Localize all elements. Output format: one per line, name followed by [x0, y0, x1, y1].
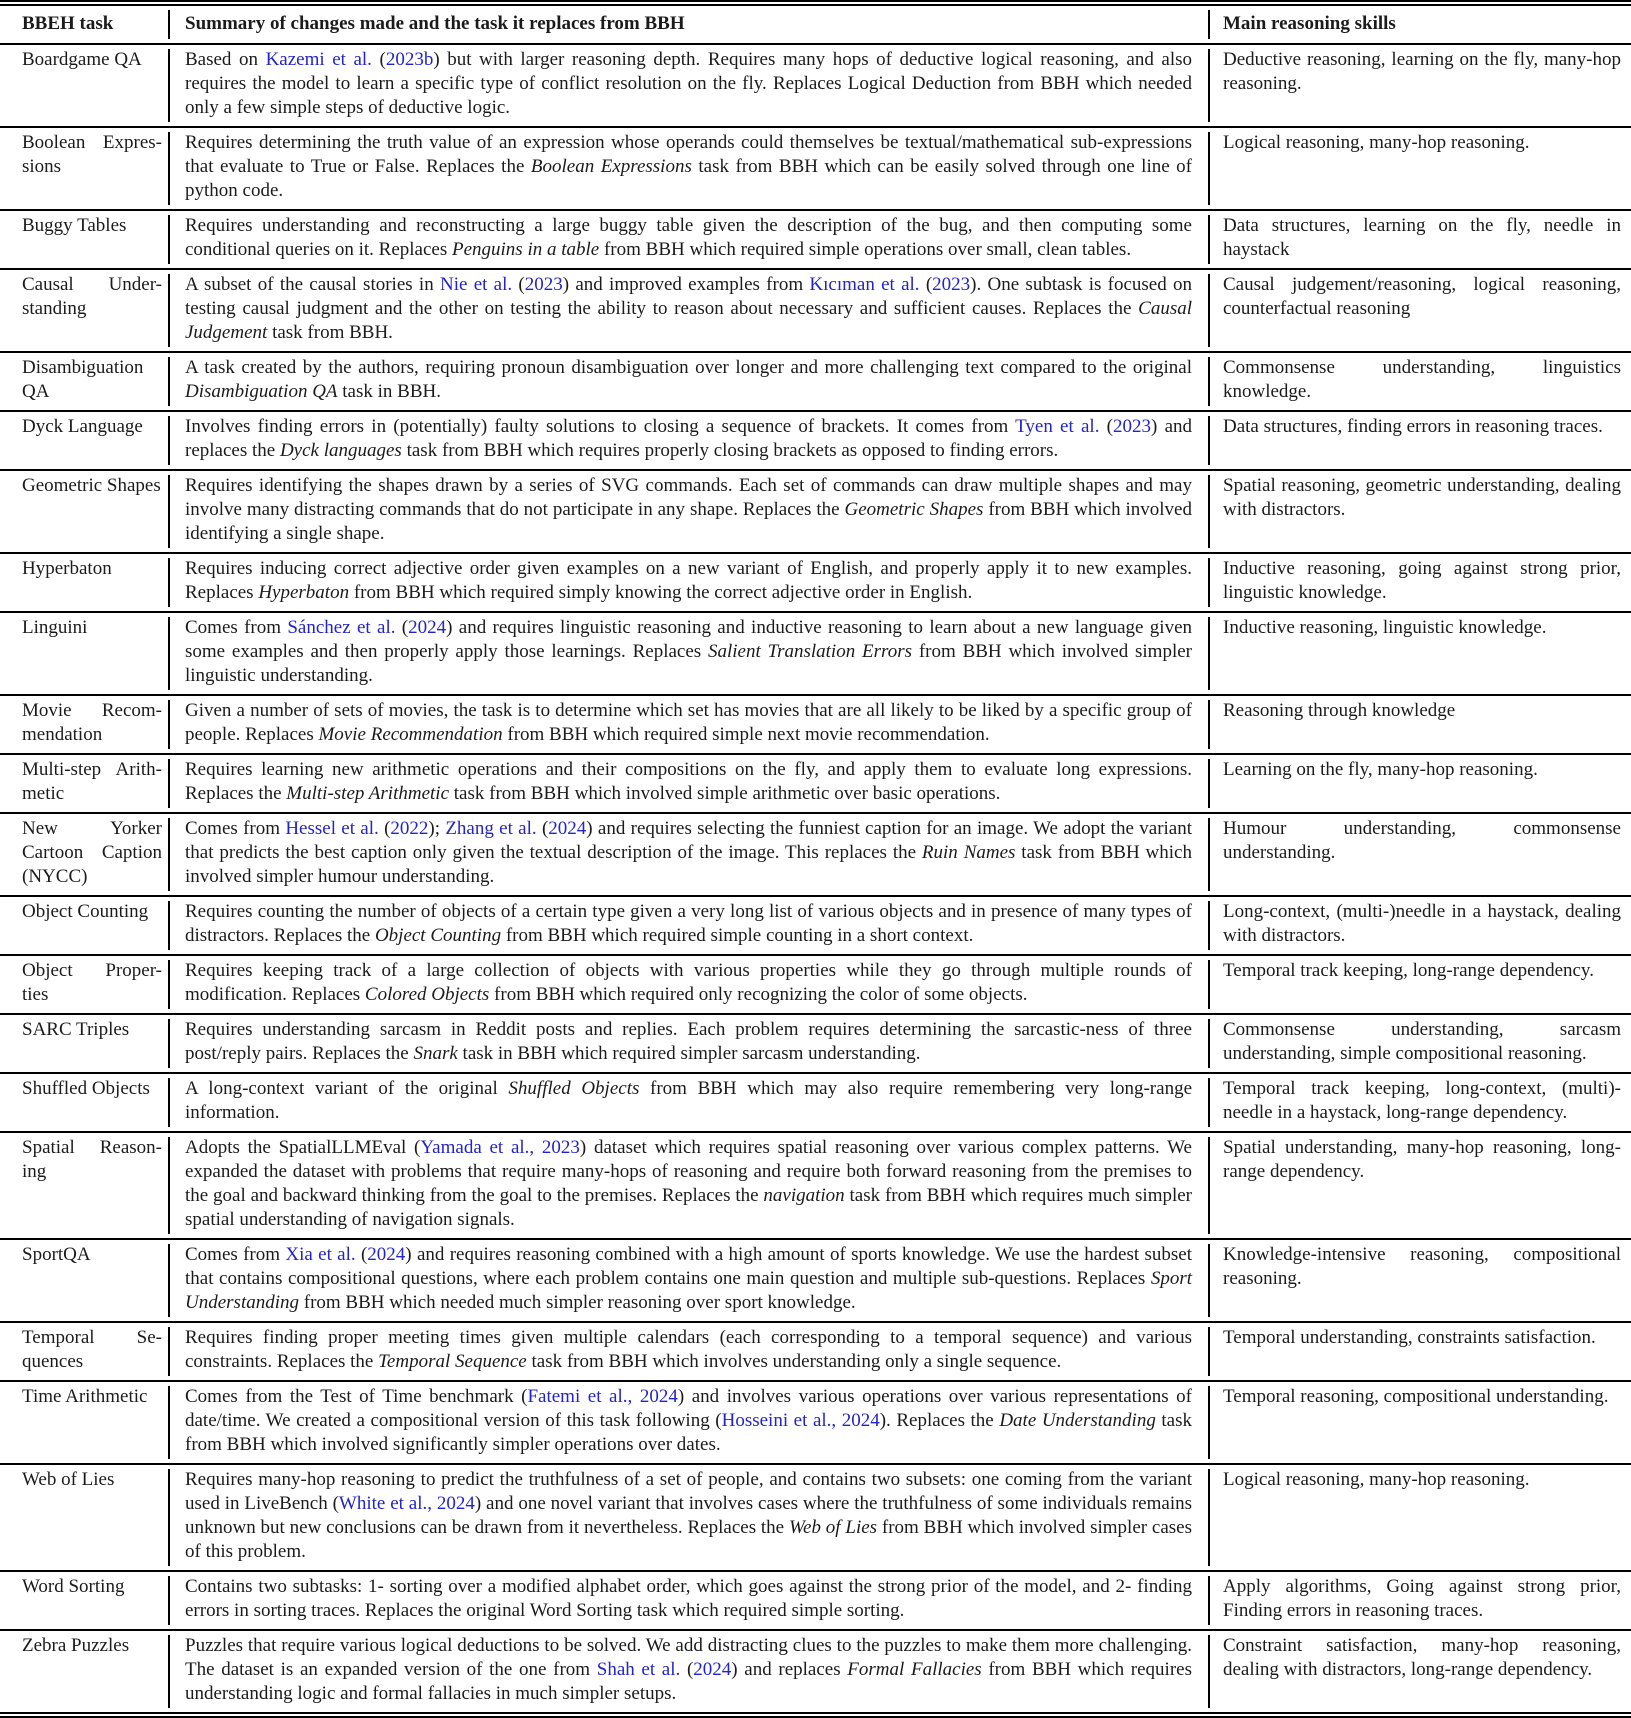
citation-link[interactable]: Fatemi et al., 2024: [527, 1386, 678, 1407]
citation-link[interactable]: Tyen et al.: [1015, 416, 1100, 437]
replaced-task-name: Web of Lies: [788, 1517, 878, 1538]
table-row: [0, 1630, 1631, 1715]
table-row: [0, 411, 1631, 470]
summary-text: ) and requires selecting the funniest caption for an image. We adopt the variant that predicts the best caption only given the textual description of the image. This replaces the: [185, 818, 1193, 863]
summary-text: Requires understanding sarcasm in Reddit posts and replies. Each problem requires determining the sarcastic-ness of three post/reply pairs. Replaces the: [185, 1019, 1192, 1064]
summary-text: Involves finding errors in (potentially) faulty solutions to closing a sequence of brackets. It comes from: [185, 416, 1016, 437]
summary-text: (: [395, 617, 409, 638]
summary-cell: [168, 1014, 1208, 1073]
table-row: [0, 1073, 1631, 1132]
replaced-task-name: Geometric Shapes: [844, 499, 984, 520]
table-row: [0, 470, 1631, 553]
citation-link[interactable]: Kıcıman et al.: [809, 274, 920, 295]
summary-text: Requires counting the number of objects of a certain type given a very long list of various objects and in presence of many types of distractors. Replaces the: [185, 901, 1192, 946]
summary-text: ) and requires reasoning combined with a high amount of sports knowledge. We use the hardest subset that contains compositional questions, where each problem contains one main question and multiple sub-questions. Replaces: [185, 1244, 1192, 1289]
summary-text: (: [512, 274, 525, 295]
summary-cell: [168, 1464, 1208, 1571]
citation-link[interactable]: Yamada et al., 2023: [420, 1137, 580, 1158]
summary-text: ) but with larger reasoning depth. Requires many hops of deductive logical reasoning, and also requires the model to learn a specific type of conflict resolution on the fly. Replaces Logical Deduction from BBH which needed only a few simple steps of deductive logic.: [185, 49, 1193, 118]
summary-cell: [168, 210, 1208, 269]
replaced-task-name: Hyperbaton: [258, 582, 350, 603]
skills-cell: Temporal reasoning, compositional understanding.: [1208, 1381, 1631, 1464]
task-name-cell: Boardgame QA: [22, 49, 142, 70]
replaced-task-name: Shuffled Objects: [508, 1078, 640, 1099]
table-row: [0, 813, 1631, 896]
task-name-cell: Time Arithmetic: [0, 1381, 168, 1464]
summary-cell: [168, 269, 1208, 352]
summary-text: from BBH which required simple operations over small, clean tables.: [599, 239, 1132, 260]
summary-text: A long-context variant of the original: [185, 1078, 509, 1099]
replaced-task-name: Ruin Names: [921, 842, 1016, 863]
summary-cell: [168, 955, 1208, 1014]
summary-text: ) and requires linguistic reasoning and inductive reasoning to learn about a new language given some examples and then properly apply those learnings. Replaces: [185, 617, 1193, 662]
table-row: [0, 127, 1631, 210]
table-row: [0, 269, 1631, 352]
citation-link[interactable]: 2023: [932, 274, 971, 295]
summary-text: (: [536, 818, 549, 839]
citation-link[interactable]: Hessel et al.: [285, 818, 379, 839]
summary-cell: [168, 612, 1208, 695]
summary-text: Requires inducing correct adjective order given examples on a new variant of English, and properly apply it to new examples. Replaces: [185, 558, 1192, 603]
summary-cell: [168, 695, 1208, 754]
task-name-cell: Hyperbaton: [0, 553, 168, 612]
skills-cell: Constraint satisfaction, many-hop reasoning, dealing with distractors, long-range dependency.: [1208, 1630, 1631, 1715]
replaced-task-name: Dyck languages: [279, 440, 402, 461]
citation-link[interactable]: 2023: [1113, 416, 1152, 437]
summary-text: Given a number of sets of movies, the task is to determine which set has movies that are all likely to be liked by a specific group of people. Replaces: [185, 700, 1192, 745]
table-row: [0, 1239, 1631, 1322]
skills-cell: Learning on the fly, many-hop reasoning.: [1208, 754, 1631, 813]
replaced-task-name: Disambiguation QA: [185, 381, 338, 402]
citation-link[interactable]: White et al., 2024: [338, 1493, 475, 1514]
task-name-cell: Geometric Shapes: [0, 470, 168, 553]
task-name-cell: Zebra Puzzles: [0, 1630, 168, 1715]
citation-link[interactable]: Sánchez et al.: [287, 617, 396, 638]
summary-cell: [168, 1073, 1208, 1132]
skills-cell: Temporal understanding, constraints satisfaction.: [1208, 1322, 1631, 1381]
table-row: [0, 955, 1631, 1014]
summary-cell: [168, 1630, 1208, 1715]
citation-link[interactable]: 2023: [524, 274, 563, 295]
summary-text: Comes from: [185, 617, 288, 638]
replaced-task-name: Multi-step Arithmetic: [286, 783, 450, 804]
header-row: [0, 3, 1631, 44]
summary-text: Comes from the Test of Time benchmark (: [185, 1386, 528, 1407]
skills-cell: Data structures, finding errors in reasoning traces.: [1208, 411, 1631, 470]
summary-text: task from BBH which requires properly closing brackets as opposed to finding errors.: [401, 440, 1059, 461]
summary-cell: [168, 411, 1208, 470]
citation-link[interactable]: 2022: [390, 818, 429, 839]
citation-link[interactable]: 2023b: [385, 49, 434, 70]
summary-text: (: [919, 274, 933, 295]
summary-text: (: [378, 818, 391, 839]
skills-cell: Spatial reasoning, geometric understanding, dealing with distractors.: [1208, 470, 1631, 553]
table-row: [0, 210, 1631, 269]
task-name-cell: Object Counting: [0, 896, 168, 955]
header-bbeh-task: BBEH task: [0, 3, 168, 44]
summary-text: Requires learning new arithmetic operations and their compositions on the fly, and apply them to evaluate long expressions. Replaces the: [185, 759, 1192, 804]
summary-text: from BBH which involved identifying a single shape.: [185, 499, 1192, 544]
summary-text: task from BBH which can be easily solved through one line of python code.: [185, 156, 1192, 201]
summary-text: from BBH which requires understanding logic and formal fallacies in much simpler setups.: [185, 1659, 1192, 1704]
table-row: [0, 1381, 1631, 1464]
skills-cell: Apply algorithms, Going against strong prior, Finding errors in reasoning traces.: [1208, 1571, 1631, 1630]
summary-cell: [168, 44, 1208, 127]
summary-text: Contains two subtasks: 1- sorting over a modified alphabet order, which goes against the strong prior of the model, and 2- finding errors in sorting traces. Replaces the original Word Sorting task which required simple sorting.: [185, 1576, 1192, 1621]
task-name-cell: Shuffled Objects: [0, 1073, 168, 1132]
table-row: [0, 1322, 1631, 1381]
skills-cell: Long-context, (multi-)needle in a haystack, dealing with distractors.: [1208, 896, 1631, 955]
replaced-task-name: navigation: [763, 1185, 845, 1206]
table-row: [0, 1014, 1631, 1073]
citation-link[interactable]: Kazemi et al.: [265, 49, 372, 70]
summary-text: ) and involves various operations over various representations of date/time. We created a compositional version of this task following (: [185, 1386, 1192, 1431]
summary-text: Puzzles that require various logical deductions to be solved. We add distracting clues to the puzzles to make them more challenging. The dataset is an expanded version of the one from: [185, 1635, 1192, 1680]
replaced-task-name: Sport Understanding: [185, 1268, 1192, 1313]
task-name-cell: Word Sorting: [0, 1571, 168, 1630]
summary-text: from BBH which needed much simpler reasoning over sport knowledge.: [299, 1292, 856, 1313]
summary-text: ) and improved examples from: [562, 274, 810, 295]
header-skills: Main reasoning skills: [1208, 3, 1631, 44]
summary-text: Requires identifying the shapes drawn by a series of SVG commands. Each set of commands can draw multiple shapes and may involve many distracting commands that do not participate in any shape. Replaces the: [185, 475, 1192, 520]
summary-text: ) and replaces the: [185, 416, 1192, 461]
task-name-cell: New Yorker Cartoon Caption (NYCC): [0, 813, 168, 896]
skills-cell: Logical reasoning, many-hop reasoning.: [1208, 1464, 1631, 1571]
summary-text: (: [355, 1244, 368, 1265]
summary-text: (: [680, 1659, 694, 1680]
summary-cell: [168, 470, 1208, 553]
replaced-task-name: Colored Objects: [364, 984, 490, 1005]
summary-text: from BBH which required only recognizing the color of some objects.: [489, 984, 1028, 1005]
skills-cell: Deductive reasoning, learning on the fly, many-hop reasoning.: [1208, 44, 1631, 127]
citation-link[interactable]: Shah et al.: [596, 1659, 681, 1680]
summary-text: (: [371, 49, 386, 70]
summary-text: from BBH which involved simpler cases of this problem.: [185, 1517, 1192, 1562]
table-row: [0, 612, 1631, 695]
summary-text: Adopts the SpatialLLMEval (: [185, 1137, 421, 1158]
task-name-cell: Boolean Expres- sions: [0, 127, 168, 210]
summary-text: Requires determining the truth value of an expression whose operands could themselves be textual/mathematical sub-expressions that evaluate to True or False. Replaces the: [185, 132, 1192, 177]
replaced-task-name: Snark: [413, 1043, 458, 1064]
skills-cell: Inductive reasoning, going against strong prior, linguistic knowledge.: [1208, 553, 1631, 612]
citation-link[interactable]: Nie et al.: [439, 274, 513, 295]
summary-text: ) dataset which requires spatial reasoning over various complex patterns. We expanded the dataset with problems that require many-hops of reasoning and require both forward reasoning from the premises to the goal and backward thinking from the goal to the premises. Replaces the: [185, 1137, 1192, 1206]
task-name-cell: Temporal Se- quences: [0, 1322, 168, 1381]
summary-text: Requires many-hop reasoning to predict the truthfulness of a set of people, and contains two subsets: one coming from the variant used in LiveBench (: [185, 1469, 1192, 1514]
task-name-cell: Buggy Tables: [0, 210, 168, 269]
header-summary: Summary of changes made and the task it replaces from BBH: [168, 3, 1208, 44]
summary-text: Comes from: [185, 1244, 286, 1265]
summary-text: Requires keeping track of a large collection of objects with various properties while they go through multiple rounds of modification. Replaces: [185, 960, 1192, 1005]
task-name-cell: Multi-step Arith- metic: [0, 754, 168, 813]
summary-cell: [168, 1239, 1208, 1322]
summary-cell: [168, 813, 1208, 896]
table-row: [0, 553, 1631, 612]
summary-cell: [168, 754, 1208, 813]
skills-cell: Spatial understanding, many-hop reasoning, long-range dependency.: [1208, 1132, 1631, 1239]
summary-text: task from BBH which requires much simpler spatial understanding of navigation signals.: [185, 1185, 1193, 1230]
summary-text: Requires understanding and reconstructing a large buggy table given the description of the bug, and then computing some conditional queries on it. Replaces: [185, 215, 1192, 260]
summary-text: from BBH which involved simpler linguistic understanding.: [185, 641, 1192, 686]
summary-text: Based on: [185, 49, 266, 70]
summary-cell: [168, 1132, 1208, 1239]
replaced-task-name: Movie Recommendation: [318, 724, 503, 745]
table-row: [0, 754, 1631, 813]
summary-text: task from BBH which involved simple arithmetic over basic operations.: [449, 783, 1001, 804]
summary-cell: [168, 352, 1208, 411]
summary-cell: [168, 1571, 1208, 1630]
replaced-task-name: Boolean Expressions: [530, 156, 692, 177]
replaced-task-name: Object Counting: [374, 925, 502, 946]
skills-cell: Data structures, learning on the fly, needle in haystack: [1208, 210, 1631, 269]
summary-text: ) and one novel variant that involves cases where the truthfulness of some individuals remains unknown but new conclusions can be drawn from it nevertheless. Replaces the: [185, 1493, 1192, 1538]
skills-cell: Temporal track keeping, long-range dependency.: [1208, 955, 1631, 1014]
summary-text: Comes from: [185, 818, 286, 839]
summary-cell: [168, 1381, 1208, 1464]
replaced-task-name: Formal Fallacies: [847, 1659, 982, 1680]
skills-cell: Reasoning through knowledge: [1208, 695, 1631, 754]
skills-cell: Temporal track keeping, long-context, (multi)-needle in a haystack, long-range dependency.: [1208, 1073, 1631, 1132]
skills-cell: Commonsense understanding, linguistics knowledge.: [1208, 352, 1631, 411]
table-row: [0, 695, 1631, 754]
replaced-task-name: Temporal Sequence: [378, 1351, 527, 1372]
task-name-cell: SARC Triples: [0, 1014, 168, 1073]
table-row: [0, 352, 1631, 411]
table-body: [0, 44, 1631, 1715]
summary-text: from BBH which may also require remembering very long-range information.: [185, 1078, 1193, 1123]
summary-cell: [168, 553, 1208, 612]
citation-link[interactable]: Hosseini et al., 2024: [721, 1410, 880, 1431]
summary-text: (: [1099, 416, 1114, 437]
summary-text: ). One subtask is focused on testing causal judgment and the other on testing the ability to reason about necessary and sufficient causes. Replaces the: [185, 274, 1193, 319]
task-name-cell: SportQA: [0, 1239, 168, 1322]
table-row: [0, 1132, 1631, 1239]
task-name-cell: Movie Recom- mendation: [0, 695, 168, 754]
skills-cell: Knowledge-intensive reasoning, compositional reasoning.: [1208, 1239, 1631, 1322]
skills-cell: Logical reasoning, many-hop reasoning.: [1208, 127, 1631, 210]
summary-cell: [168, 127, 1208, 210]
summary-cell: [168, 1322, 1208, 1381]
citation-link[interactable]: 2024: [548, 818, 587, 839]
table-row: [0, 1464, 1631, 1571]
summary-text: task in BBH which required simpler sarcasm understanding.: [457, 1043, 921, 1064]
citation-link[interactable]: 2024: [408, 617, 447, 638]
summary-text: task from BBH which involved simpler humour understanding.: [185, 842, 1192, 887]
replaced-task-name: Penguins in a table: [451, 239, 600, 260]
summary-text: task from BBH which involves understanding only a single sequence.: [526, 1351, 1062, 1372]
task-name-cell: Disambiguation QA: [0, 352, 168, 411]
task-name-cell: Linguini: [0, 612, 168, 695]
summary-text: from BBH which required simply knowing the correct adjective order in English.: [349, 582, 973, 603]
summary-text: task from BBH.: [267, 322, 393, 343]
summary-text: );: [428, 818, 446, 839]
task-name-cell: Web of Lies: [0, 1464, 168, 1571]
skills-cell: Inductive reasoning, linguistic knowledge.: [1208, 612, 1631, 695]
skills-cell: Causal judgement/reasoning, logical reasoning, counterfactual reasoning: [1208, 269, 1631, 352]
table-row: [0, 896, 1631, 955]
summary-text: from BBH which required simple next movie recommendation.: [502, 724, 990, 745]
summary-text: Requires finding proper meeting times given multiple calendars (each corresponding to a temporal sequence) and various constraints. Replaces the: [185, 1327, 1192, 1372]
task-name-cell: Causal Under- standing: [0, 269, 168, 352]
citation-link[interactable]: 2024: [693, 1659, 732, 1680]
summary-text: from BBH which required simple counting in a short context.: [501, 925, 974, 946]
citation-link[interactable]: Zhang et al.: [445, 818, 537, 839]
replaced-task-name: Salient Translation Errors: [707, 641, 913, 662]
summary-text: A subset of the causal stories in: [185, 274, 440, 295]
task-name-cell: Spatial Reason- ing: [0, 1132, 168, 1239]
task-name-cell: Dyck Language: [0, 411, 168, 470]
summary-text: ). Replaces the: [879, 1410, 1000, 1431]
replaced-task-name: Date Understanding: [999, 1410, 1156, 1431]
summary-text: task in BBH.: [337, 381, 441, 402]
task-name-cell: Object Proper- ties: [0, 955, 168, 1014]
replaced-task-name: Causal Judgement: [185, 298, 1192, 343]
summary-cell: [168, 896, 1208, 955]
table-row: [0, 44, 1631, 127]
citation-link[interactable]: 2024: [367, 1244, 406, 1265]
summary-text: A task created by the authors, requiring pronoun disambiguation over longer and more challenging text compared to the original: [185, 357, 1192, 378]
skills-cell: Commonsense understanding, sarcasm understanding, simple compositional reasoning.: [1208, 1014, 1631, 1073]
citation-link[interactable]: Xia et al.: [285, 1244, 356, 1265]
summary-text: ) and replaces: [731, 1659, 848, 1680]
skills-cell: Humour understanding, commonsense understanding.: [1208, 813, 1631, 896]
summary-text: task from BBH which involved significantly simpler operations over dates.: [185, 1410, 1193, 1455]
table-row: [0, 1571, 1631, 1630]
